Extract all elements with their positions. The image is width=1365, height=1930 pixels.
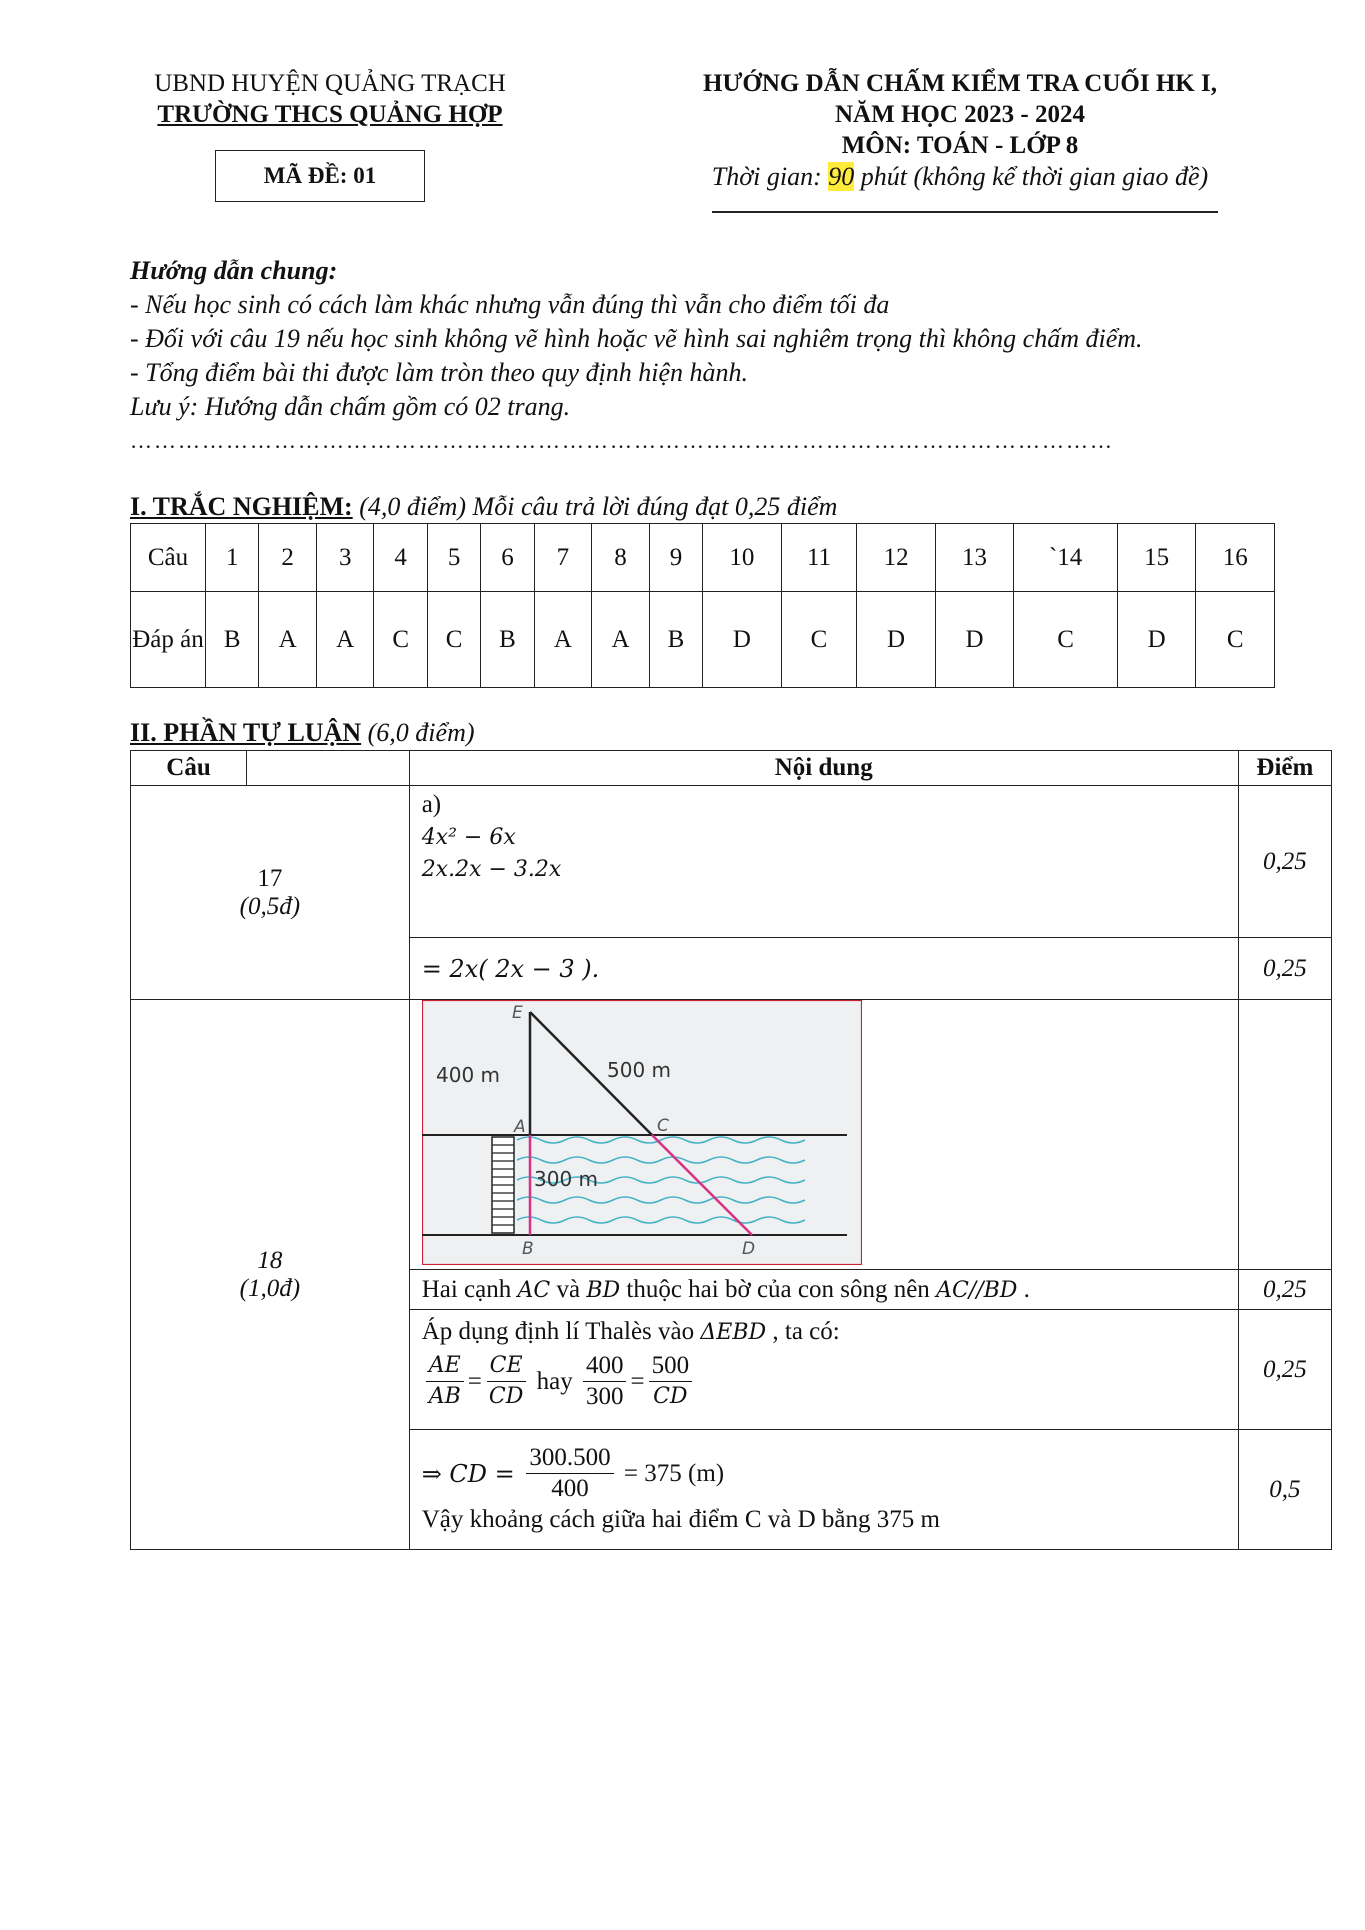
- mc-question-cell: 13: [935, 524, 1013, 592]
- q17-expression: 4x² − 6x: [421, 825, 516, 850]
- mc-question-cell: 3: [316, 524, 374, 592]
- guide-line: - Đối với câu 19 nếu học sinh không vẽ hình hoặc vẽ hình sai nghiêm trọng thì không chấm điểm.: [130, 324, 1143, 353]
- fraction-500-cd: [649, 1351, 693, 1412]
- general-guide: [130, 254, 1143, 458]
- mc-question-cell: 10: [703, 524, 781, 592]
- hay-word: hay: [530, 1367, 579, 1395]
- mc-answer-cell: B: [481, 592, 534, 688]
- mc-question-cell: 2: [259, 524, 317, 592]
- fraction-400-300: [583, 1351, 627, 1412]
- q18-score-2: 0,25: [1238, 1310, 1331, 1430]
- q18-score-1: 0,25: [1238, 1270, 1331, 1310]
- point-a-label: A: [513, 1117, 526, 1137]
- denominator: 300: [585, 1383, 624, 1410]
- time-prefix: Thời gian:: [711, 162, 829, 191]
- school-year: NĂM HỌC 2023 - 2024: [835, 101, 1085, 128]
- exam-code: MÃ ĐỀ: 01: [263, 163, 377, 188]
- mc-question-cell: 4: [374, 524, 427, 592]
- mc-answer-cell: D: [1117, 592, 1195, 688]
- q18-figure-cell: [409, 1000, 1238, 1270]
- denominator: 400: [551, 1475, 589, 1502]
- denominator: CD: [653, 1384, 688, 1409]
- mc-question-cell: 11: [781, 524, 857, 592]
- q17-score-2: 0,25: [1238, 938, 1331, 1000]
- numerator: 300.500: [526, 1443, 613, 1474]
- equals-sign: =: [630, 1367, 645, 1395]
- denominator: AB: [428, 1384, 461, 1409]
- fraction-result: [526, 1443, 613, 1504]
- header-underline: [712, 211, 1218, 213]
- mc-answer-cell: A: [316, 592, 374, 688]
- figure-background: [422, 1001, 861, 1265]
- numerator: 500: [649, 1351, 693, 1382]
- step2-text: , ta có:: [766, 1318, 840, 1345]
- q17-points: (0,5đ): [239, 892, 301, 920]
- mc-answer-cell: A: [259, 592, 317, 688]
- q18-label-cell: [131, 1000, 410, 1550]
- numerator: 400: [583, 1351, 627, 1382]
- mc-answer-cell: D: [703, 592, 781, 688]
- mc-answer-table: [130, 523, 1275, 688]
- q17-label-cell: [131, 786, 410, 1000]
- length-ae-label: 400 m: [435, 1063, 500, 1087]
- fraction-ae-ab: [426, 1351, 464, 1412]
- q17-part-label: a): [421, 791, 442, 818]
- point-b-label: B: [521, 1239, 534, 1259]
- mc-answer-cell: C: [427, 592, 480, 688]
- mc-row-label: Câu: [131, 524, 206, 592]
- q17-result: = 2x( 2x − 3 ).: [409, 938, 1238, 1000]
- mc-heading: [130, 492, 837, 522]
- q17-score-1: 0,25: [1238, 786, 1331, 938]
- mc-answer-cell: A: [592, 592, 650, 688]
- cd-result: [422, 1443, 1226, 1504]
- q17-step-1: [409, 786, 1238, 938]
- step1-text: .: [1017, 1275, 1030, 1303]
- river-diagram: [422, 1000, 862, 1265]
- q17-factor-step: 2x.2x − 3.2x: [421, 857, 562, 882]
- col-cau-label: Câu: [131, 751, 247, 785]
- fraction-ce-cd: [486, 1351, 526, 1412]
- time-suffix: phút (không kể thời gian giao đề): [854, 162, 1209, 191]
- segment-ac-symbol: AC: [517, 1277, 551, 1303]
- district-name: UBND HUYỆN QUẢNG TRẠCH: [154, 70, 506, 97]
- header-left: [120, 68, 540, 130]
- exam-code-box: [215, 150, 425, 202]
- step1-text: Hai cạnh: [421, 1275, 518, 1303]
- mc-answer-cell: B: [649, 592, 702, 688]
- triangle-symbol: ΔEBD: [700, 1320, 767, 1345]
- mc-answer-cell: C: [1196, 592, 1275, 688]
- mc-question-cell: 16: [1196, 524, 1275, 592]
- mc-answer-cell: D: [935, 592, 1013, 688]
- mc-question-cell: 15: [1117, 524, 1195, 592]
- thales-equation: [422, 1351, 1226, 1412]
- q18-number: 18: [257, 1246, 283, 1274]
- time-line: [610, 161, 1310, 192]
- point-e-label: E: [511, 1003, 523, 1023]
- mc-row-label: Đáp án: [131, 592, 206, 688]
- time-value: 90: [828, 162, 855, 191]
- q18-step-3: [409, 1430, 1238, 1550]
- mc-answer-cell: A: [534, 592, 592, 688]
- essay-table: [130, 750, 1332, 1550]
- mc-question-cell: 5: [427, 524, 480, 592]
- essay-title: II. PHẦN TỰ LUẬN: [130, 718, 362, 747]
- col-cau-header: [131, 751, 410, 786]
- step1-text: thuộc hai bờ của con sông nên: [620, 1275, 937, 1303]
- mc-question-row: [131, 524, 1275, 592]
- point-c-label: C: [656, 1116, 669, 1136]
- length-ec-label: 500 m: [606, 1058, 671, 1082]
- mc-answer-row: [131, 592, 1275, 688]
- subject-grade: MÔN: TOÁN - LỚP 8: [841, 132, 1079, 159]
- q18-points: (1,0đ): [239, 1274, 301, 1302]
- col-content-header: Nội dung: [409, 751, 1238, 786]
- q17-number: 17: [257, 864, 283, 892]
- point-d-label: D: [741, 1239, 755, 1259]
- guide-title: Hướng dẫn chung:: [130, 256, 338, 285]
- q18-score-3: 0,5: [1238, 1430, 1331, 1550]
- mc-question-cell: 9: [649, 524, 702, 592]
- mc-subtitle: (4,0 điểm) Mỗi câu trả lời đúng đạt 0,25 điểm: [352, 492, 838, 521]
- mc-question-cell: 8: [592, 524, 650, 592]
- col-score-header: Điểm: [1238, 751, 1331, 786]
- guide-note: Lưu ý: Hướng dẫn chấm gồm có 02 trang.: [130, 392, 571, 421]
- implies-cd: ⇒ CD =: [421, 1459, 523, 1488]
- numerator: CE: [487, 1351, 526, 1382]
- mc-answer-cell: C: [374, 592, 427, 688]
- numerator: AE: [426, 1351, 464, 1382]
- q17-row-1: [131, 786, 1332, 938]
- mc-answer-cell: D: [857, 592, 935, 688]
- header-right: [610, 68, 1310, 192]
- mc-question-cell: `14: [1014, 524, 1118, 592]
- mc-question-cell: 1: [206, 524, 259, 592]
- doc-title: HƯỚNG DẪN CHẤM KIỂM TRA CUỐI HK I,: [703, 70, 1217, 97]
- step1-text: và: [550, 1275, 587, 1303]
- mc-answer-cell: C: [1014, 592, 1118, 688]
- essay-header-row: [131, 751, 1332, 786]
- essay-heading: [130, 718, 475, 748]
- step2-text: Áp dụng định lí Thalès vào: [421, 1318, 701, 1345]
- segment-bd-symbol: BD: [586, 1277, 621, 1303]
- parallel-statement: AC//BD: [936, 1277, 1018, 1303]
- q18-conclusion: Vậy khoảng cách giữa hai điểm C và D bằng 375 m: [421, 1506, 940, 1533]
- length-ab-label: 300 m: [533, 1167, 598, 1191]
- school-name: TRƯỜNG THCS QUẢNG HỢP: [157, 101, 503, 128]
- mc-answer-cell: C: [781, 592, 857, 688]
- q18-step-1: [409, 1270, 1238, 1310]
- mc-question-cell: 6: [481, 524, 534, 592]
- q18-figure-score-empty: [1238, 1000, 1331, 1270]
- guide-line: - Nếu học sinh có cách làm khác nhưng vẫn đúng thì vẫn cho điểm tối đa: [130, 290, 890, 319]
- denominator: CD: [488, 1384, 524, 1409]
- result-value: = 375 (m): [617, 1459, 725, 1487]
- mc-answer-cell: B: [206, 592, 259, 688]
- essay-subtitle: (6,0 điểm): [361, 718, 475, 747]
- q18-figure-row: [131, 1000, 1332, 1270]
- mc-question-cell: 7: [534, 524, 592, 592]
- mc-question-cell: 12: [857, 524, 935, 592]
- separator-dots: ……………………………………………………………………………………………………………: [130, 428, 1114, 453]
- guide-line: - Tổng điểm bài thi được làm tròn theo quy định hiện hành.: [130, 358, 749, 387]
- mc-title: I. TRẮC NGHIỆM:: [130, 492, 353, 521]
- q18-step-2: [409, 1310, 1238, 1430]
- equals-sign: =: [467, 1367, 482, 1395]
